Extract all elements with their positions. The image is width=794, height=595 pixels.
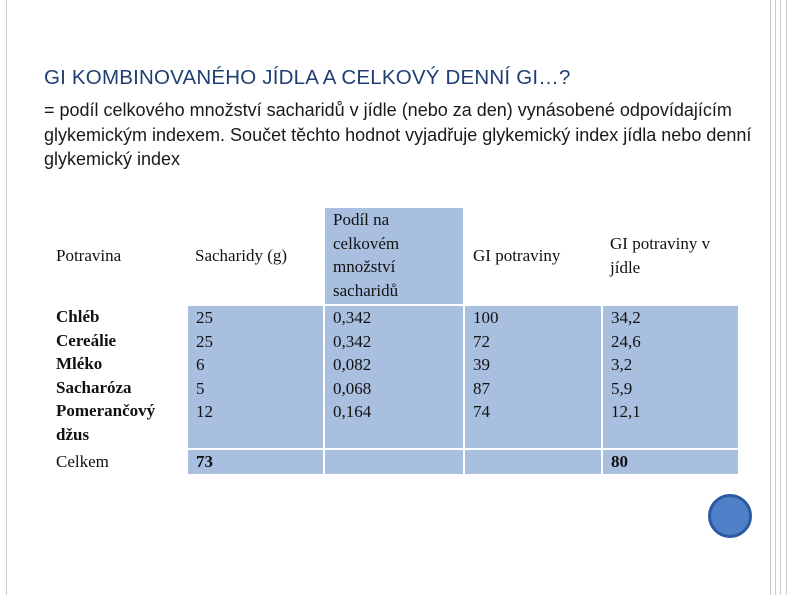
total-share-empty [324,449,464,475]
share-cell: 0,342 [333,331,372,351]
food-cell: Chléb [56,307,100,326]
slide-frame-left [6,0,7,595]
header-share-line: celkovém [333,233,400,253]
header-share [324,207,464,305]
slide-frame-right-2 [775,0,776,595]
carbs-cell: 5 [196,378,205,398]
gi-table [48,206,740,476]
food-cell: Cereálie [56,330,117,350]
share-column [324,305,464,449]
gi-meal-cell: 24,6 [611,331,641,351]
total-gi-empty [464,449,602,475]
gi-meal-cell: 34,2 [611,308,641,327]
carbs-cell: 25 [196,308,213,327]
slide-frame-right-4 [786,0,787,595]
gi-meal-cell: 3,2 [611,355,633,374]
food-column [48,305,187,449]
slide-title: GI KOMBINOVANÉHO JÍDLA A CELKOVÝ DENNÍ GI…? [44,66,571,89]
gi-cell: 39 [473,355,490,374]
carbs-column [187,305,324,449]
gi-cell: 100 [473,308,499,327]
gi-column [464,305,602,449]
decorative-circle-icon [708,494,752,538]
header-gi: GI potraviny [473,245,561,265]
food-cell: Sacharóza [56,377,132,397]
table-total-row [48,449,739,475]
header-share-line: Podíl na [333,210,390,229]
header-share-line: množství [333,257,396,276]
carbs-cell: 6 [196,355,205,374]
header-share-line: sacharidů [333,280,399,300]
carbs-cell: 12 [196,402,213,421]
header-gi-meal: GI potraviny v jídle [610,234,711,277]
food-cell: Mléko [56,354,103,373]
gi-meal-column [602,305,739,449]
table-data-rows [48,305,739,449]
share-cell: 0,068 [333,378,372,398]
table-header-row [48,207,739,305]
share-cell: 0,164 [333,402,372,421]
slide-frame-right-1 [770,0,771,595]
gi-cell: 72 [473,331,490,351]
share-cell: 0,082 [333,355,372,374]
slide-frame-right-3 [780,0,781,595]
gi-cell: 74 [473,402,490,421]
carbs-cell: 25 [196,331,213,351]
header-carbs: Sacharidy (g) [195,245,288,265]
gi-meal-cell: 12,1 [611,402,641,421]
food-cell: Pomerančový džus [56,401,156,444]
gi-cell: 87 [473,378,490,398]
slide-subtitle: = podíl celkového množství sacharidů v jídle (nebo za den) vynásobené odpovídajícím glykemickým indexem. Součet těchto hodnot vyjadřuje glykemický index jídla nebo denní glykemický index [44,100,752,169]
gi-meal-cell: 5,9 [611,378,633,398]
total-label: Celkem [56,452,109,471]
header-food: Potravina [56,246,122,266]
total-gi-meal: 80 [602,449,739,475]
total-carbs: 73 [187,449,324,475]
share-cell: 0,342 [333,308,372,327]
